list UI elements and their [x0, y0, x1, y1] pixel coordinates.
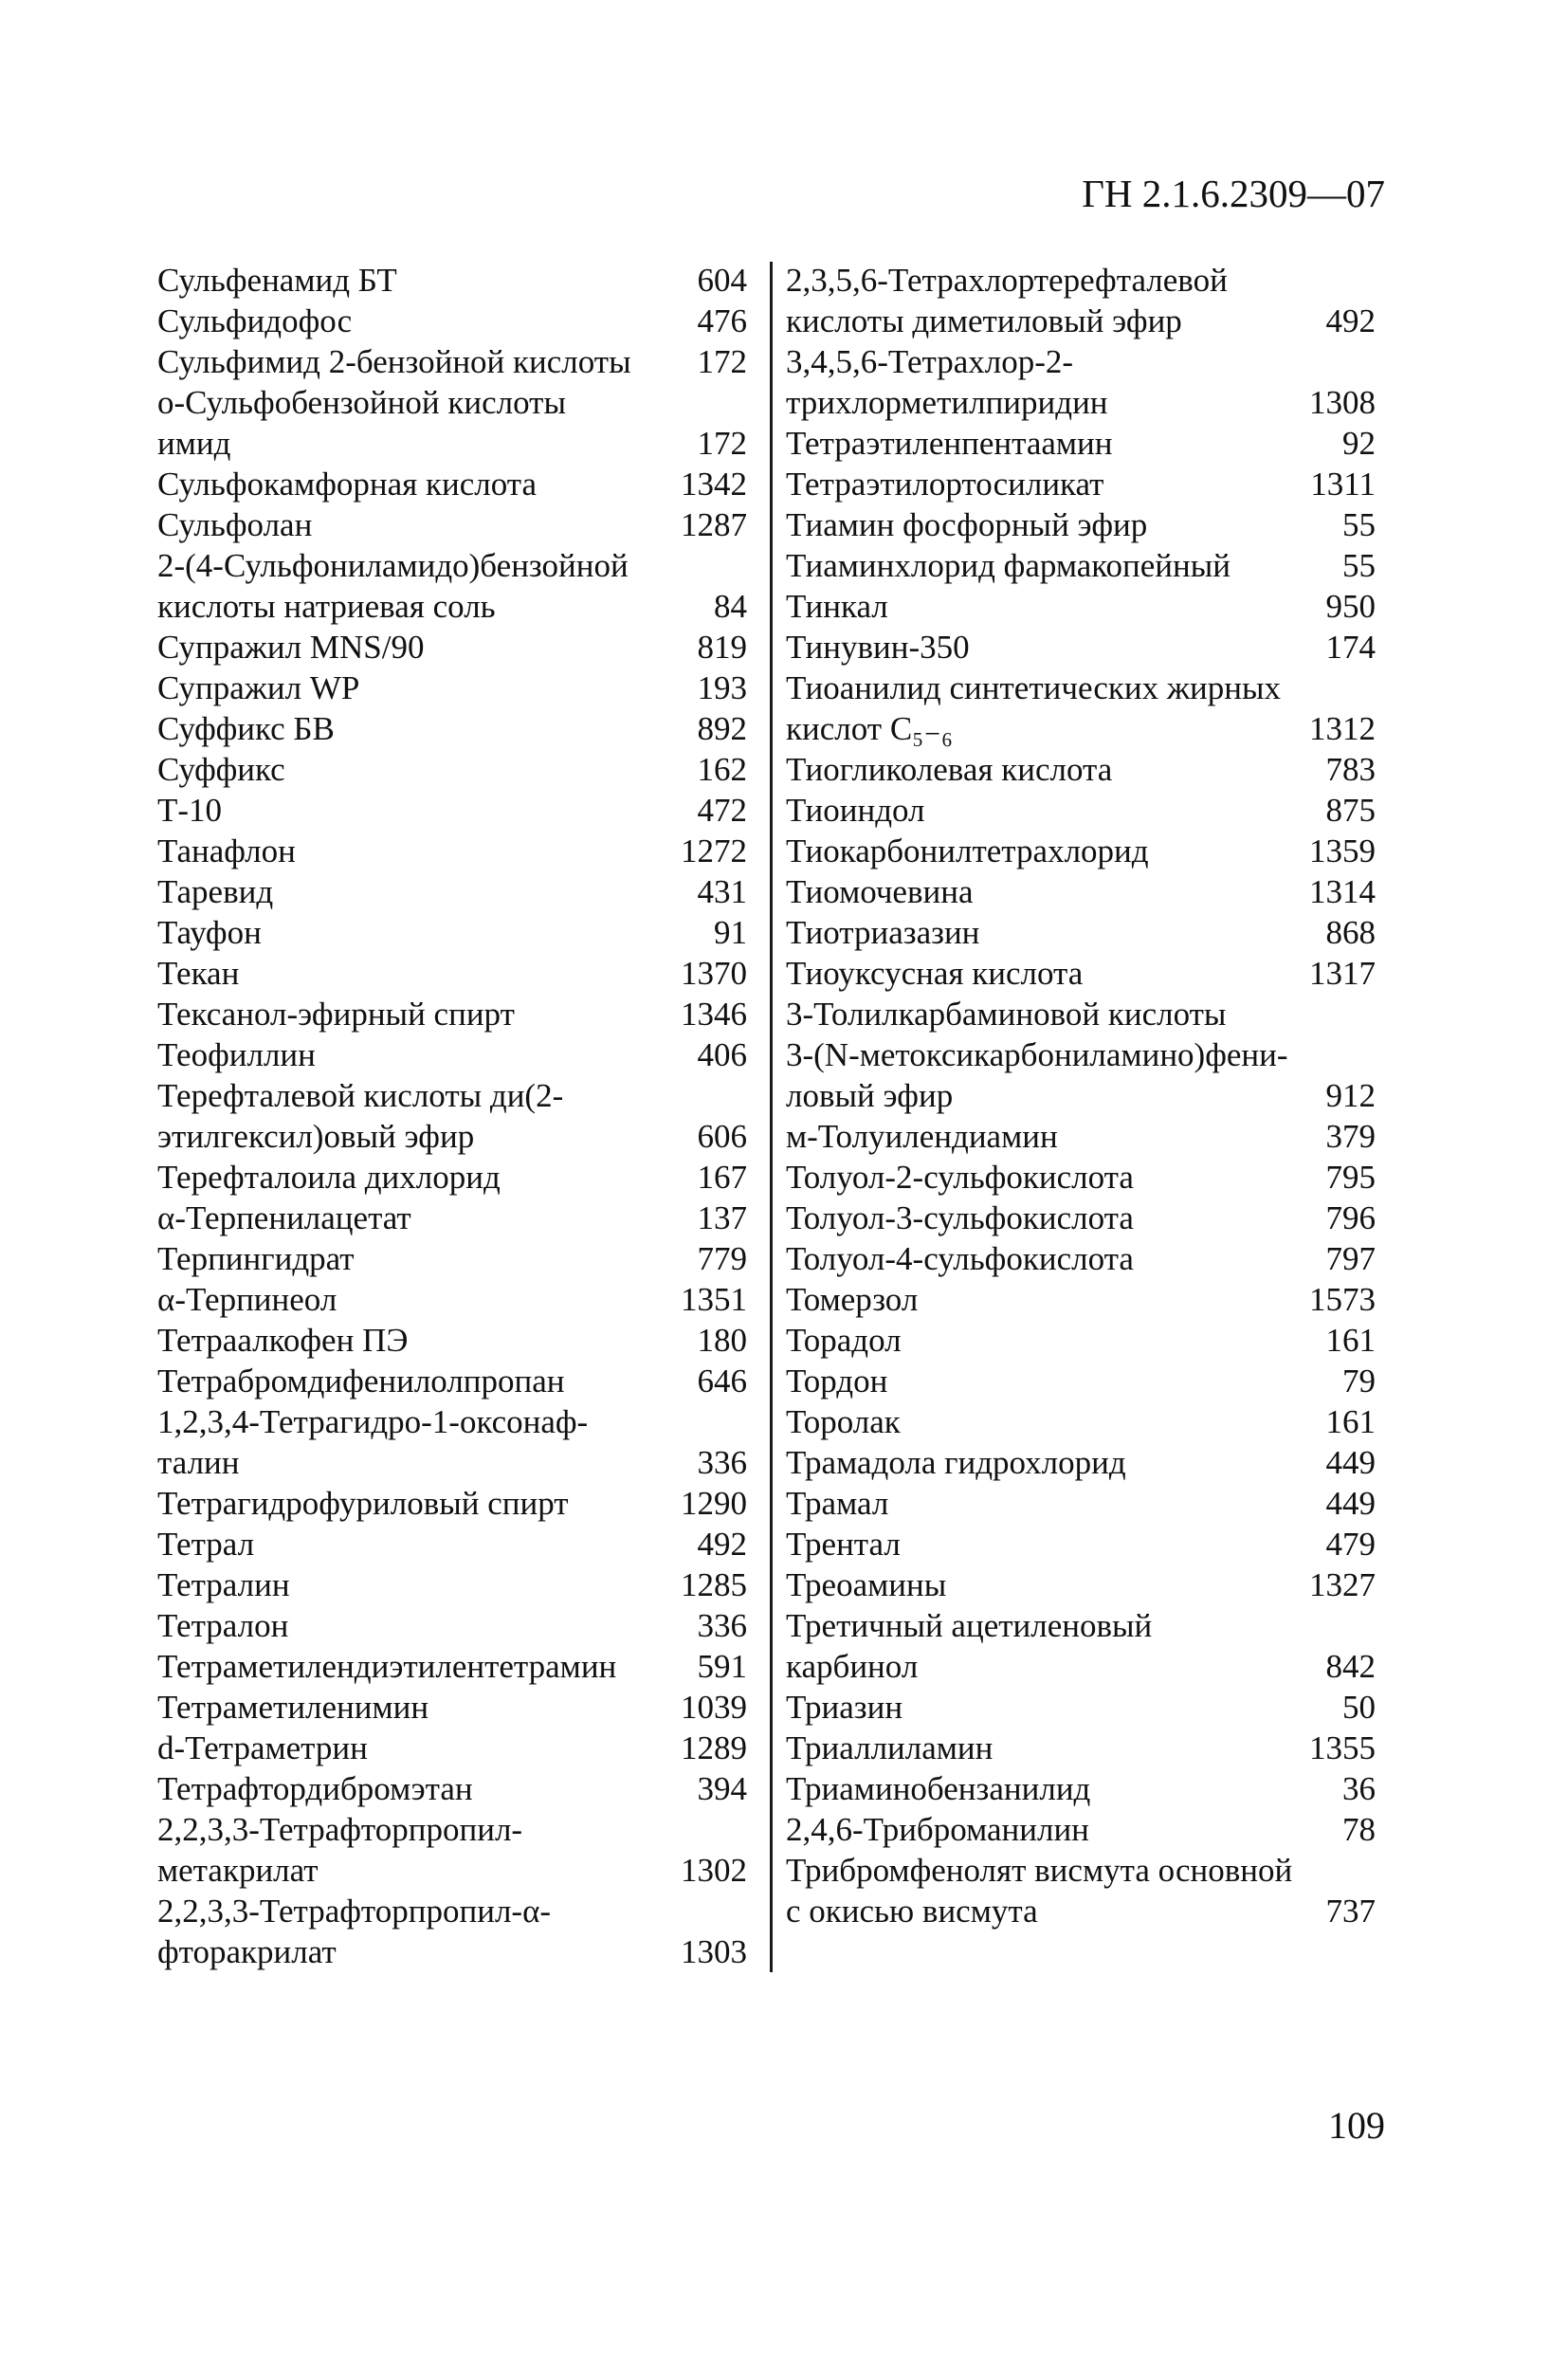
- index-entry: [786, 1809, 1376, 1850]
- index-entry: [786, 1157, 1376, 1198]
- index-entry: [786, 1116, 1376, 1157]
- index-entry: [786, 341, 1376, 423]
- entry-name: Тиотриазазин: [786, 914, 980, 951]
- entry-name: Тетраметилендиэтилентетрамин: [157, 1648, 617, 1685]
- index-entry: [157, 260, 747, 301]
- entry-name: Сульфимид 2-бензойной кислоты: [157, 343, 631, 380]
- entry-page-number: 1573: [1309, 1281, 1376, 1318]
- entry-name: Супражил WP: [157, 669, 360, 706]
- entry-page-number: 193: [697, 669, 747, 706]
- entry-name: Сульфидофос: [157, 302, 353, 339]
- index-entry: [157, 1687, 747, 1728]
- entry-page-number: 50: [1342, 1689, 1376, 1726]
- index-entry: [157, 1564, 747, 1605]
- entry-page-number: 55: [1342, 506, 1376, 543]
- entry-page-number: 1289: [681, 1729, 747, 1766]
- entry-page-number: 431: [697, 873, 747, 910]
- index-entry: [786, 668, 1376, 749]
- entry-name: Толуол-4-сульфокислота: [786, 1240, 1134, 1277]
- entry-name: Тетралон: [157, 1607, 289, 1644]
- entry-name: Терефталевой кислоты ди(2- этилгексил)овый эфир: [157, 1077, 564, 1155]
- index-entry: [157, 1809, 747, 1891]
- index-entry: [786, 1279, 1376, 1320]
- entry-page-number: 174: [1325, 629, 1376, 666]
- index-entry: [786, 1728, 1376, 1768]
- entry-name: Триазин: [786, 1689, 903, 1726]
- entry-name: Терпингидрат: [157, 1240, 355, 1277]
- entry-name: Супражил MNS/90: [157, 629, 425, 666]
- entry-page-number: 1272: [681, 832, 747, 869]
- entry-name: Тиоиндол: [786, 792, 925, 829]
- entry-page-number: 1355: [1309, 1729, 1376, 1766]
- index-entry: [157, 994, 747, 1034]
- index-entry: [157, 1605, 747, 1646]
- index-entry: [786, 1605, 1376, 1687]
- entry-page-number: 36: [1342, 1770, 1376, 1807]
- index-entry: [157, 912, 747, 953]
- entry-name: 3,4,5,6-Тетрахлор-2- трихлорметилпиридин: [786, 343, 1108, 421]
- index-entry: [157, 464, 747, 504]
- entry-name: Трентал: [786, 1526, 901, 1563]
- entry-name: 2,3,5,6-Тетрахлортерефталевой кислоты диметиловый эфир: [786, 262, 1228, 339]
- entry-page-number: 406: [697, 1036, 747, 1073]
- entry-page-number: 1359: [1309, 832, 1376, 869]
- entry-page-number: 172: [697, 425, 747, 462]
- entry-name: Т-10: [157, 792, 223, 829]
- index-entry: [786, 627, 1376, 668]
- entry-name: Тетраэтиленпентаамин: [786, 425, 1113, 462]
- index-entry: [786, 1483, 1376, 1524]
- entry-name: Тиомочевина: [786, 873, 974, 910]
- entry-name: 2,2,3,3-Тетрафторпропил- метакрилат: [157, 1811, 523, 1889]
- index-entry: [157, 668, 747, 708]
- entry-page-number: 492: [697, 1526, 747, 1563]
- index-entry: [786, 1564, 1376, 1605]
- entry-name: Толуол-3-сульфокислота: [786, 1199, 1134, 1236]
- entry-name: Тетраэтилортосиликат: [786, 466, 1104, 503]
- index-entry: [157, 1891, 747, 1972]
- entry-name: м-Толуилендиамин: [786, 1118, 1058, 1155]
- entry-name: Терефталоила дихлорид: [157, 1159, 501, 1196]
- entry-name: Суффикс: [157, 751, 285, 788]
- entry-page-number: 1302: [681, 1852, 747, 1889]
- entry-name: Тауфон: [157, 914, 262, 951]
- page-number: 109: [1328, 2104, 1385, 2147]
- entry-name: Тетраалкофен ПЭ: [157, 1322, 409, 1359]
- entry-name: Тетрафтордибромэтан: [157, 1770, 473, 1807]
- entry-page-number: 796: [1325, 1199, 1376, 1236]
- entry-page-number: 1308: [1309, 384, 1376, 421]
- index-entry: [157, 1401, 747, 1483]
- index-entry: [157, 504, 747, 545]
- entry-name: Сульфолан: [157, 506, 313, 543]
- entry-page-number: 1342: [681, 466, 747, 503]
- index-entry: [786, 1850, 1376, 1931]
- index-entry: [157, 1238, 747, 1279]
- entry-name: Томерзол: [786, 1281, 919, 1318]
- entry-page-number: 161: [1325, 1403, 1376, 1440]
- entry-page-number: 912: [1325, 1077, 1376, 1114]
- entry-name: Тиоуксусная кислота: [786, 955, 1084, 992]
- entry-page-number: 336: [697, 1444, 747, 1481]
- entry-name: Трамадола гидрохлорид: [786, 1444, 1126, 1481]
- entry-page-number: 591: [697, 1648, 747, 1685]
- entry-page-number: 161: [1325, 1322, 1376, 1359]
- entry-page-number: 449: [1325, 1444, 1376, 1481]
- entry-name: Торолак: [786, 1403, 901, 1440]
- entry-page-number: 180: [697, 1322, 747, 1359]
- index-entry: [786, 1687, 1376, 1728]
- index-entry: [786, 1401, 1376, 1442]
- entry-page-number: 868: [1325, 914, 1376, 951]
- entry-name: d-Тетраметрин: [157, 1729, 368, 1766]
- entry-name: Тордон: [786, 1363, 888, 1400]
- entry-name: Тетрабромдифенилолпропан: [157, 1363, 565, 1400]
- index-entry: [157, 545, 747, 627]
- index-entry: [157, 790, 747, 831]
- entry-name: Тинкал: [786, 588, 888, 625]
- entry-page-number: 783: [1325, 751, 1376, 788]
- entry-name: Танафлон: [157, 832, 296, 869]
- entry-page-number: 167: [697, 1159, 747, 1196]
- index-column-left: [157, 260, 747, 1972]
- entry-page-number: 875: [1325, 792, 1376, 829]
- entry-name: Треоамины: [786, 1566, 947, 1603]
- entry-name: Тиогликолевая кислота: [786, 751, 1113, 788]
- index-entry: [157, 871, 747, 912]
- index-entry: [157, 1524, 747, 1564]
- entry-name: α-Терпинеол: [157, 1281, 337, 1318]
- entry-page-number: 1039: [681, 1689, 747, 1726]
- entry-page-number: 394: [697, 1770, 747, 1807]
- entry-name: Таревид: [157, 873, 274, 910]
- entry-page-number: 1351: [681, 1281, 747, 1318]
- entry-name: Теофиллин: [157, 1036, 316, 1073]
- entry-name: 2-(4-Сульфониламидо)бензойной кислоты натриевая соль: [157, 547, 629, 625]
- index-entry: [786, 790, 1376, 831]
- index-entry: [157, 1728, 747, 1768]
- entry-name: Суффикс БВ: [157, 710, 335, 747]
- entry-page-number: 1311: [1310, 466, 1376, 503]
- index-entry: [157, 1157, 747, 1198]
- entry-name: Тетралин: [157, 1566, 290, 1603]
- entry-page-number: 950: [1325, 588, 1376, 625]
- index-entry: [786, 260, 1376, 341]
- index-entry: [786, 464, 1376, 504]
- index-entry: [157, 831, 747, 871]
- index-entry: [786, 1361, 1376, 1401]
- entry-page-number: 92: [1342, 425, 1376, 462]
- entry-name: Тетрагидрофуриловый спирт: [157, 1485, 569, 1522]
- entry-name: Торадол: [786, 1322, 902, 1359]
- entry-page-number: 1290: [681, 1485, 747, 1522]
- entry-name: Трибромфенолят висмута основной с окисью висмута: [786, 1852, 1293, 1930]
- entry-page-number: 892: [697, 710, 747, 747]
- entry-page-number: 492: [1325, 302, 1376, 339]
- entry-name: Тиокарбонилтетрахлорид: [786, 832, 1149, 869]
- entry-page-number: 1303: [681, 1933, 747, 1970]
- index-entry: [786, 1768, 1376, 1809]
- index-entry: [157, 1320, 747, 1361]
- entry-name: Тиамин фосфорный эфир: [786, 506, 1148, 543]
- entry-name: Текан: [157, 955, 240, 992]
- index-entry: [786, 871, 1376, 912]
- entry-page-number: 1317: [1309, 955, 1376, 992]
- index-entry: [786, 1320, 1376, 1361]
- entry-page-number: 449: [1325, 1485, 1376, 1522]
- entry-name: α-Терпенилацетат: [157, 1199, 411, 1236]
- entry-name: Триаллиламин: [786, 1729, 994, 1766]
- entry-page-number: 55: [1342, 547, 1376, 584]
- index-entry: [157, 953, 747, 994]
- index-entry: [786, 1524, 1376, 1564]
- entry-page-number: 737: [1325, 1893, 1376, 1930]
- entry-name: Тинувин-350: [786, 629, 970, 666]
- index-entry: [157, 749, 747, 790]
- index-entry: [157, 301, 747, 341]
- document-code-header: ГН 2.1.6.2309—07: [1082, 172, 1385, 215]
- entry-page-number: 1370: [681, 955, 747, 992]
- entry-page-number: 1346: [681, 996, 747, 1033]
- entry-name: Тетрал: [157, 1526, 255, 1563]
- entry-name: Триаминобензанилид: [786, 1770, 1091, 1807]
- entry-name: о-Сульфобензойной кислоты имид: [157, 384, 566, 462]
- index-entry: [157, 1198, 747, 1238]
- index-entry: [786, 1238, 1376, 1279]
- entry-name: Сульфенамид БТ: [157, 262, 397, 299]
- index-entry: [157, 1279, 747, 1320]
- index-entry: [157, 1361, 747, 1401]
- entry-name: Трамал: [786, 1485, 889, 1522]
- entry-page-number: 797: [1325, 1240, 1376, 1277]
- entry-name: Тиоанилид синтетических жирных кислот C₅₋₆: [786, 669, 1282, 747]
- entry-page-number: 476: [697, 302, 747, 339]
- entry-name: 1,2,3,4-Тетрагидро-1-оксонаф- талин: [157, 1403, 589, 1481]
- entry-page-number: 379: [1325, 1118, 1376, 1155]
- entry-name: 2,2,3,3-Тетрафторпропил-α- фторакрилат: [157, 1893, 552, 1970]
- index-entry: [157, 1075, 747, 1157]
- index-column-right: [786, 260, 1376, 1931]
- entry-page-number: 479: [1325, 1526, 1376, 1563]
- index-entry: [786, 1198, 1376, 1238]
- index-entry: [786, 586, 1376, 627]
- column-divider: [770, 262, 773, 1972]
- entry-page-number: 1312: [1309, 710, 1376, 747]
- entry-page-number: 172: [697, 343, 747, 380]
- index-entry: [157, 627, 747, 668]
- entry-name: Тетраметиленимин: [157, 1689, 429, 1726]
- entry-name: 2,4,6-Триброманилин: [786, 1811, 1089, 1848]
- entry-name: Тексанол-эфирный спирт: [157, 996, 515, 1033]
- entry-name: Сульфокамфорная кислота: [157, 466, 538, 503]
- index-entry: [786, 545, 1376, 586]
- entry-page-number: 819: [697, 629, 747, 666]
- entry-page-number: 1327: [1309, 1566, 1376, 1603]
- index-entry: [786, 912, 1376, 953]
- entry-name: Тиаминхлорид фармакопейный: [786, 547, 1231, 584]
- index-entry: [786, 994, 1376, 1116]
- entry-page-number: 91: [714, 914, 747, 951]
- entry-name: Толуол-2-сульфокислота: [786, 1159, 1134, 1196]
- index-entry: [786, 1442, 1376, 1483]
- index-entry: [157, 341, 747, 382]
- index-entry: [786, 749, 1376, 790]
- entry-page-number: 842: [1325, 1648, 1376, 1685]
- entry-page-number: 779: [697, 1240, 747, 1277]
- entry-page-number: 646: [697, 1363, 747, 1400]
- entry-page-number: 137: [697, 1199, 747, 1236]
- entry-page-number: 604: [697, 262, 747, 299]
- entry-name: Третичный ацетиленовый карбинол: [786, 1607, 1153, 1685]
- entry-page-number: 79: [1342, 1363, 1376, 1400]
- entry-page-number: 606: [697, 1118, 747, 1155]
- index-entry: [157, 1483, 747, 1524]
- index-entry: [157, 1768, 747, 1809]
- entry-page-number: 472: [697, 792, 747, 829]
- index-entry: [157, 382, 747, 464]
- entry-page-number: 795: [1325, 1159, 1376, 1196]
- index-entry: [157, 1646, 747, 1687]
- entry-page-number: 1285: [681, 1566, 747, 1603]
- entry-page-number: 1287: [681, 506, 747, 543]
- entry-page-number: 162: [697, 751, 747, 788]
- index-entry: [157, 708, 747, 749]
- entry-page-number: 84: [714, 588, 747, 625]
- entry-name: 3-Толилкарбаминовой кислоты 3-(N-метоксикарбониламино)фени- ловый эфир: [786, 996, 1288, 1114]
- index-entry: [786, 504, 1376, 545]
- index-entry: [157, 1034, 747, 1075]
- index-entry: [786, 423, 1376, 464]
- entry-page-number: 336: [697, 1607, 747, 1644]
- index-entry: [786, 953, 1376, 994]
- entry-page-number: 78: [1342, 1811, 1376, 1848]
- index-entry: [786, 831, 1376, 871]
- entry-page-number: 1314: [1309, 873, 1376, 910]
